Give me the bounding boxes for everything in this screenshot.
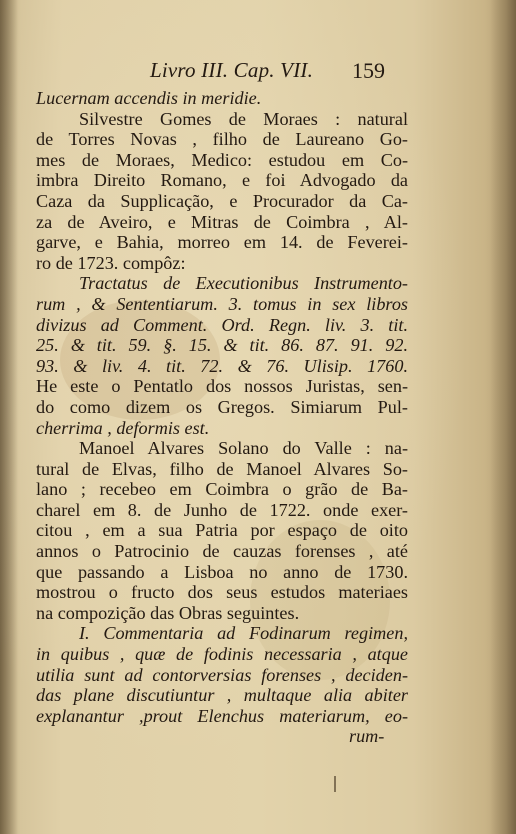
text-line: explanantur ,prout Elenchus materiarum, eo- bbox=[36, 705, 408, 726]
text-line: imbra Direito Romano, e foi Advogado da bbox=[36, 170, 408, 191]
text-line: das plane discutiuntur , multaque alia abiter bbox=[36, 685, 408, 706]
text-line: citou , em a sua Patria por espaço de oito bbox=[36, 520, 408, 541]
running-title: Livro III. Cap. VII. bbox=[150, 58, 314, 82]
text-line: tural de Elvas, filho de Manoel Alvares So- bbox=[36, 458, 408, 479]
spine-shadow bbox=[0, 0, 18, 834]
text-line: 93. & liv. 4. tit. 72. & 76. Ulisip. 1760. bbox=[36, 355, 408, 376]
text-line: utilia sunt ad contorversias forenses , deciden- bbox=[36, 664, 408, 685]
text-line: I. Commentaria ad Fodinarum regimen, bbox=[79, 623, 408, 644]
body-text bbox=[36, 88, 408, 747]
text-line: lano ; recebeo em Coimbra o grão de Ba- bbox=[36, 479, 408, 500]
text-line: He este o Pentatlo dos nossos Juristas, sen- bbox=[36, 376, 408, 397]
text-line: rum , & Sententiarum. 3. tomus in sex libros bbox=[36, 293, 408, 314]
text-line: mes de Moraes, Medico: estudou em Co- bbox=[36, 149, 408, 170]
text-line: Tractatus de Executionibus Instrumento- bbox=[79, 273, 408, 294]
text-line: ro de 1723. compôz: bbox=[36, 252, 186, 273]
text-line: Silvestre Gomes de Moraes : natural bbox=[79, 108, 408, 129]
text-line: 25. & tit. 59. §. 15. & tit. 86. 87. 91. 92. bbox=[36, 335, 408, 356]
text-line: charel em 8. de Junho de 1722. onde exer- bbox=[36, 499, 408, 520]
text-line: de Torres Novas , filho de Laureano Go- bbox=[36, 129, 408, 150]
text-line: Lucernam accendis in meridie. bbox=[36, 88, 262, 108]
text-line: do como dizem os Gregos. Simiarum Pul- bbox=[36, 396, 408, 417]
text-line: annos o Patrocinio de cauzas forenses , até bbox=[36, 541, 408, 562]
text-line: za de Aveiro, e Mitras de Coimbra , Al- bbox=[36, 211, 408, 232]
text-line: cherrima , deformis est. bbox=[36, 417, 210, 438]
text-line: in quibus , quæ de fodinis necessaria , atque bbox=[36, 644, 408, 665]
text-line: que passando a Lisboa no anno de 1730. bbox=[36, 561, 408, 582]
text-line: divizus ad Comment. Ord. Regn. liv. 3. tit. bbox=[36, 314, 408, 335]
text-line: rum- bbox=[349, 726, 385, 747]
printer-mark bbox=[334, 776, 336, 792]
page-edge bbox=[490, 0, 516, 834]
text-line: garve, e Bahia, morreo em 14. de Feverei- bbox=[36, 232, 408, 253]
text-line: Caza da Supplicação, e Procurador da Ca- bbox=[36, 190, 408, 211]
text-line: na compozição das Obras seguintes. bbox=[36, 602, 300, 623]
text-line: mostrou o fructo dos seus estudos materiaes bbox=[36, 582, 408, 603]
page-number: 159 bbox=[352, 58, 385, 83]
text-line: Manoel Alvares Solano do Valle : na- bbox=[79, 438, 408, 459]
